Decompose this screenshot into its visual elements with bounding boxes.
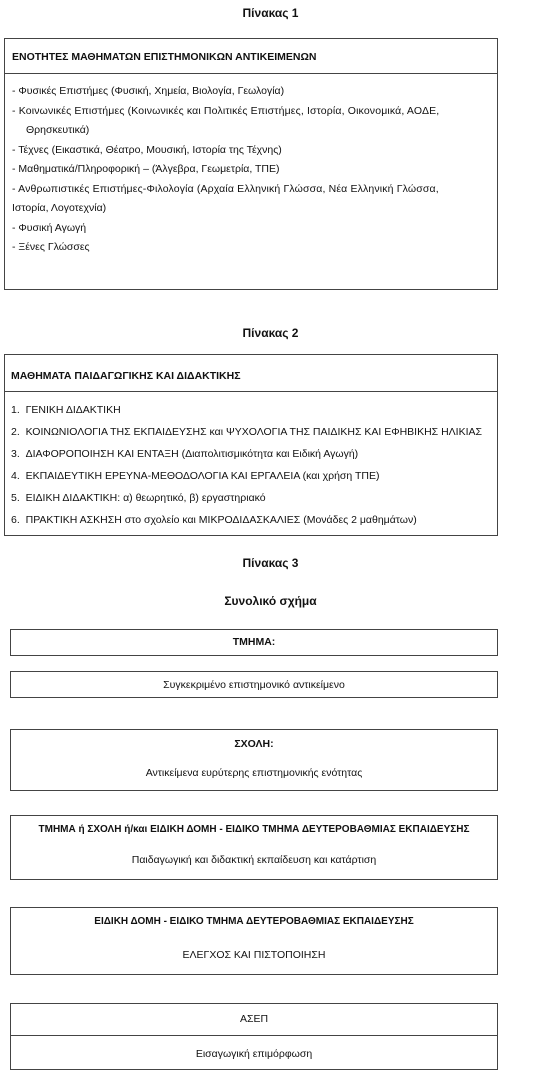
table2-list bbox=[11, 399, 493, 531]
list-item bbox=[11, 421, 493, 443]
item-number: 1. bbox=[11, 404, 20, 416]
item-number: 3. bbox=[11, 448, 20, 460]
item-number: 2. bbox=[11, 426, 20, 438]
table1-line: - Φυσική Αγωγή bbox=[12, 221, 87, 234]
table1-line: - Φυσικές Επιστήμες (Φυσική, Χημεία, Βιολογία, Γεωλογία) bbox=[12, 85, 285, 97]
list-item bbox=[11, 509, 493, 531]
table1-line: - Τέχνες (Εικαστικά, Θέατρο, Μουσική, Ιστορία της Τέχνης) bbox=[12, 143, 282, 156]
block3-heading: ΤΜΗΜΑ ή ΣΧΟΛΗ ή/και ΕΙΔΙΚΗ ΔΟΜΗ - ΕΙΔΙΚΟ ΤΜΗΜΑ ΔΕΥΤΕΡΟΒΑΘΜΙΑΣ ΕΚΠΑΙΔΕΥΣΗΣ bbox=[38, 824, 470, 835]
block5-text: Εισαγωγική επιμόρφωση bbox=[195, 1048, 313, 1060]
block1-heading: ΤΜΗΜΑ: bbox=[232, 636, 276, 648]
item-text: ΓΕΝΙΚΗ ΔΙΔΑΚΤΙΚΗ bbox=[25, 404, 121, 416]
block4-heading: ΕΙΔΙΚΗ ΔΟΜΗ - ΕΙΔΙΚΟ ΤΜΗΜΑ ΔΕΥΤΕΡΟΒΑΘΜΙΑΣ ΕΚΠΑΙΔΕΥΣΗΣ bbox=[94, 916, 414, 927]
block2-text: Αντικείμενα ευρύτερης επιστημονικής ενότητας bbox=[145, 767, 363, 779]
list-item bbox=[11, 487, 493, 509]
item-text: ΔΙΑΦΟΡΟΠΟΙΗΣΗ ΚΑΙ ΕΝΤΑΞΗ (Διαπολιτισμικότητα και Ειδική Αγωγή) bbox=[25, 448, 359, 460]
list-item bbox=[11, 399, 493, 421]
table2 bbox=[4, 354, 498, 536]
table1-line: - Μαθηματικά/Πληροφορική – (Άλγεβρα, Γεωμετρία, ΤΠΕ) bbox=[12, 163, 280, 175]
item-text: ΕΚΠΑΙΔΕΥΤΙΚΗ ΕΡΕΥΝΑ-ΜΕΘΟΔΟΛΟΓΙΑ ΚΑΙ ΕΡΓΑΛΕΙΑ (και χρήση ΤΠΕ) bbox=[25, 470, 380, 482]
block5-box bbox=[10, 1003, 498, 1070]
block5-top-row bbox=[11, 1004, 497, 1036]
item-number: 5. bbox=[11, 492, 20, 504]
table3-title: Πίνακας 3 bbox=[242, 556, 299, 570]
block5-heading: ΑΣΕΠ bbox=[239, 1013, 269, 1025]
table1-header-row bbox=[5, 39, 497, 74]
table1-header: ΕΝΟΤΗΤΕΣ ΜΑΘΗΜΑΤΩΝ ΕΠΙΣΤΗΜΟΝΙΚΩΝ ΑΝΤΙΚΕΙΜΕΝΩΝ bbox=[12, 51, 317, 63]
table1-line: Ιστορία, Λογοτεχνία) bbox=[12, 202, 107, 214]
block4-box bbox=[10, 907, 498, 975]
list-item bbox=[11, 465, 493, 487]
table1-line: - Ανθρωπιστικές Επιστήμες-Φιλολογία (Αρχαία Ελληνική Γλώσσα, Νέα Ελληνική Γλώσσα, bbox=[12, 182, 439, 195]
block1-bottom-box bbox=[10, 671, 498, 698]
block3-text: Παιδαγωγική και διδακτική εκπαίδευση και κατάρτιση bbox=[131, 854, 377, 866]
table3-subtitle: Συνολικό σχήμα bbox=[224, 594, 317, 608]
item-number: 4. bbox=[11, 470, 20, 482]
table1 bbox=[4, 38, 498, 290]
table1-line: Θρησκευτικά) bbox=[26, 124, 90, 136]
table2-title: Πίνακας 2 bbox=[242, 326, 299, 340]
block4-text: ΕΛΕΓΧΟΣ ΚΑΙ ΠΙΣΤΟΠΟΙΗΣΗ bbox=[182, 949, 326, 961]
table2-header: ΜΑΘΗΜΑΤΑ ΠΑΙΔΑΓΩΓΙΚΗΣ ΚΑΙ ΔΙΔΑΚΤΙΚΗΣ bbox=[11, 370, 241, 382]
block1-text: Συγκεκριμένο επιστημονικό αντικείμενο bbox=[163, 679, 345, 691]
list-item bbox=[11, 443, 493, 465]
item-number: 6. bbox=[11, 514, 20, 526]
block3-box bbox=[10, 815, 498, 880]
item-text: ΠΡΑΚΤΙΚΗ ΑΣΚΗΣΗ στο σχολείο και ΜΙΚΡΟΔΙΔΑΣΚΑΛΙΕΣ (Μονάδες 2 μαθημάτων) bbox=[25, 514, 417, 526]
block2-box bbox=[10, 729, 498, 791]
item-text: ΕΙΔΙΚΗ ΔΙΔΑΚΤΙΚΗ: α) θεωρητικό, β) εργαστηριακό bbox=[25, 492, 266, 504]
table2-header-row bbox=[5, 355, 497, 392]
table1-line: - Κοινωνικές Επιστήμες (Κοινωνικές και Πολιτικές Επιστήμες, Ιστορία, Οικονομικά, ΑΟΔΕ, bbox=[12, 104, 440, 117]
table1-title: Πίνακας 1 bbox=[242, 6, 299, 20]
block1-top-box bbox=[10, 629, 498, 656]
table1-body bbox=[12, 82, 491, 258]
item-text: ΚΟΙΝΩΝΙΟΛΟΓΙΑ ΤΗΣ ΕΚΠΑΙΔΕΥΣΗΣ και ΨΥΧΟΛΟΓΙΑ ΤΗΣ ΠΑΙΔΙΚΗΣ ΚΑΙ ΕΦΗΒΙΚΗΣ ΗΛΙΚΙΑΣ bbox=[25, 426, 483, 438]
block2-heading: ΣΧΟΛΗ: bbox=[234, 738, 274, 750]
table1-line: - Ξένες Γλώσσες bbox=[12, 241, 90, 253]
